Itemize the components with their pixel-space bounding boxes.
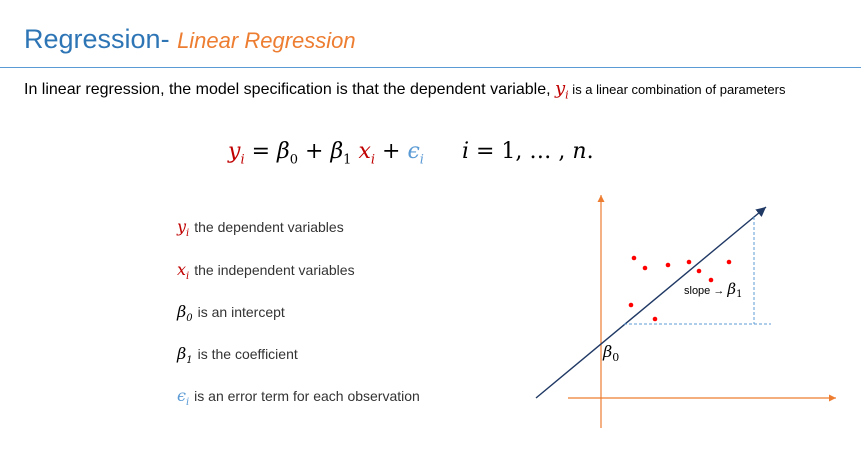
intro-tail: is a linear combination of parameters: [568, 82, 786, 97]
def-intercept-letter: β: [177, 302, 187, 321]
slope-label: slope → β1: [684, 280, 743, 300]
data-point: [629, 303, 634, 308]
intro-variable-sub: i: [565, 88, 569, 102]
eq-range-n: n: [572, 139, 587, 164]
eq-epsilon: ϵ: [407, 139, 420, 164]
data-point: [709, 278, 714, 283]
def-error-text: is an error term for each observation: [194, 388, 420, 404]
def-independent-letter: x: [177, 260, 187, 279]
def-coefficient-sub: 1: [186, 355, 193, 367]
eq-plus-1: +: [298, 139, 331, 164]
regression-line: [536, 207, 766, 398]
def-independent-text: the independent variables: [194, 262, 355, 278]
def-error-sub: i: [185, 397, 190, 409]
eq-range-end: .: [586, 139, 594, 164]
eq-plus-2: +: [375, 139, 408, 164]
eq-beta0-sub: 0: [289, 152, 299, 168]
data-point: [687, 260, 692, 265]
eq-beta0: β: [277, 139, 290, 164]
intercept-label: $\beta_0$: [603, 342, 620, 364]
data-point: [653, 317, 658, 322]
def-independent-sub: i: [186, 271, 190, 283]
data-point: [632, 256, 637, 261]
intro-variable-letter: y: [554, 78, 566, 99]
eq-equals: =: [244, 139, 278, 164]
def-coefficient-text: is the coefficient: [197, 346, 298, 362]
eq-epsilon-sub: i: [419, 152, 424, 168]
intro-text: In linear regression, the model specification is that the dependent variable,: [24, 81, 555, 98]
def-error-letter: ϵ: [177, 386, 186, 405]
eq-y: y: [228, 139, 241, 164]
eq-y-sub: i: [240, 152, 245, 168]
eq-range-i: i: [461, 139, 469, 164]
data-point: [666, 263, 671, 268]
def-intercept-text: is an intercept: [197, 304, 285, 320]
def-dependent-text: the dependent variables: [194, 219, 344, 235]
data-point: [727, 260, 732, 265]
title-main: Regression-: [24, 24, 178, 54]
data-point: [643, 266, 648, 271]
def-coefficient-letter: β: [177, 344, 187, 363]
eq-x: x: [351, 139, 371, 164]
eq-beta1-sub: 1: [343, 152, 352, 168]
eq-x-sub: i: [370, 152, 376, 168]
eq-beta1: β: [330, 139, 344, 164]
def-dependent-letter: y: [177, 217, 187, 236]
data-point: [697, 269, 702, 274]
title-subtitle: Linear Regression: [177, 28, 356, 53]
eq-range-values: = 1, … ,: [469, 139, 573, 164]
def-dependent-sub: i: [186, 228, 190, 240]
def-intercept-sub: 0: [186, 313, 193, 325]
